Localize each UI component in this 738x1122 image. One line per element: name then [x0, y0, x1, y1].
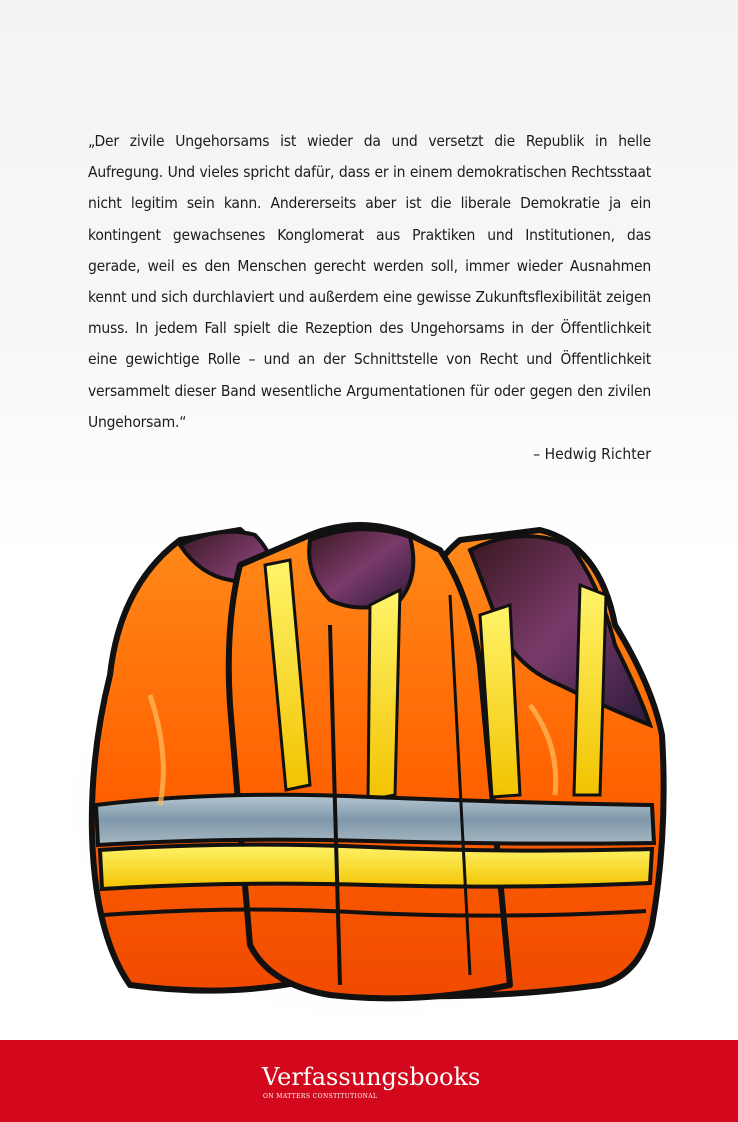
quote-author: – Hedwig Richter — [533, 445, 651, 464]
safety-vests-illustration — [40, 505, 698, 1040]
silver-reflective-band — [96, 795, 654, 845]
yellow-reflective-band — [100, 845, 652, 889]
yellow-strip-far-right — [574, 585, 606, 795]
publisher-tagline: ON MATTERS CONSTITUTIONAL — [263, 1093, 378, 1100]
quote-block — [88, 126, 651, 468]
publisher-logo: Verfassungsbooks — [262, 1063, 481, 1091]
quote-text: „Der zivile Ungehorsams ist wieder da und versetzt die Republik in helle Aufregung. Und vieles spricht dafür, dass er in einem demokratischen Rechtsstaat nicht legitim sein kann. Andererseits aber ist die liberale Demokratie ja ein kontingent gewachsenes Konglomerat aus Praktiken und Institutionen, das gerade, weil es den Menschen gerecht werden soll, immer wieder Ausnahmen kennt und sich durchlaviert und außerdem eine gewisse Zukunftsflexibilität zeigen muss. In jedem Fall spielt die Rezeption des Ungehorsams in der Öffentlichkeit eine gewichtige Rolle – und an der Schnittstelle von Recht und Öffentlichkeit versammelt dieser Band wesentliche Argumentationen für oder gegen den zivilen Ungehorsam.“ — [88, 132, 651, 431]
yellow-strip-middle — [368, 590, 400, 800]
